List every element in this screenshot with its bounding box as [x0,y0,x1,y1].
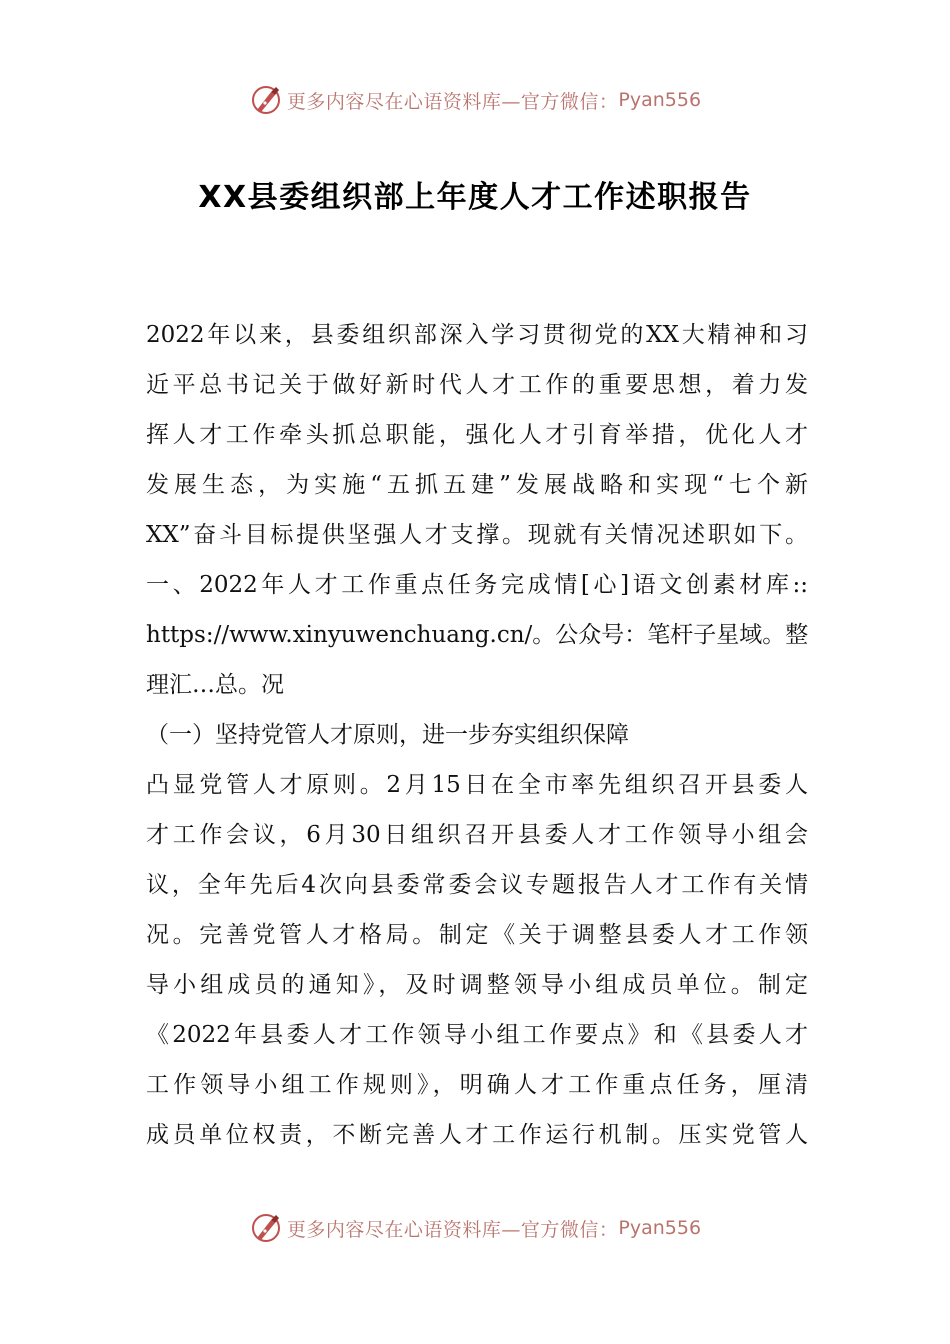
watermark-text: 更多内容尽在心语资料库—官方微信： [286,90,619,113]
watermark-wechat-id: Pyan556 [618,1217,702,1239]
body-line: 挥人才工作牵头抓总职能，强化人才引育举措，优化人才 [146,422,808,448]
document-body [146,310,808,1160]
footer-watermark [0,1208,950,1248]
watermark-wechat-id: Pyan556 [618,89,702,111]
body-line: 发展生态，为实施“五抓五建”发展战略和实现“七个新 [146,472,808,498]
header-watermark [0,80,950,120]
body-line: XX”奋斗目标提供坚强人才支撑。现就有关情况述职如下。 [146,522,808,548]
pen-nib-logo-icon [249,1211,283,1245]
body-line: 才工作会议，6月30日组织召开县委人才工作领导小组会 [146,822,808,848]
body-line: 一、2022年人才工作重点任务完成情[心]语文创素材库:: [146,572,808,598]
body-line: 《2022年县委人才工作领导小组工作要点》和《县委人才 [146,1022,808,1048]
document-title: XX县委组织部上年度人才工作述职报告 [198,180,752,215]
body-line: （一）坚持党管人才原则，进一步夯实组织保障 [146,722,629,748]
body-line: 凸显党管人才原则。2月15日在全市率先组织召开县委人 [146,772,808,798]
body-line: 议，全年先后4次向县委常委会议专题报告人才工作有关情 [146,872,808,898]
body-line: https://www.xinyuwenchuang.cn/。公众号：笔杆子星域。整 [146,622,809,648]
body-line: 近平总书记关于做好新时代人才工作的重要思想，着力发 [146,372,808,398]
body-line: 工作领导小组工作规则》，明确人才工作重点任务，厘清 [146,1072,808,1098]
body-line: 2022年以来，县委组织部深入学习贯彻党的XX大精神和习 [146,322,808,348]
body-line: 导小组成员的通知》，及时调整领导小组成员单位。制定 [146,972,808,998]
body-line: 况。完善党管人才格局。制定《关于调整县委人才工作领 [146,922,808,948]
body-line: 理汇…总。况 [146,672,284,698]
watermark-text: 更多内容尽在心语资料库—官方微信： [286,1218,619,1241]
body-line: 成员单位权责，不断完善人才工作运行机制。压实党管人 [146,1122,808,1148]
pen-nib-logo-icon [249,83,283,117]
